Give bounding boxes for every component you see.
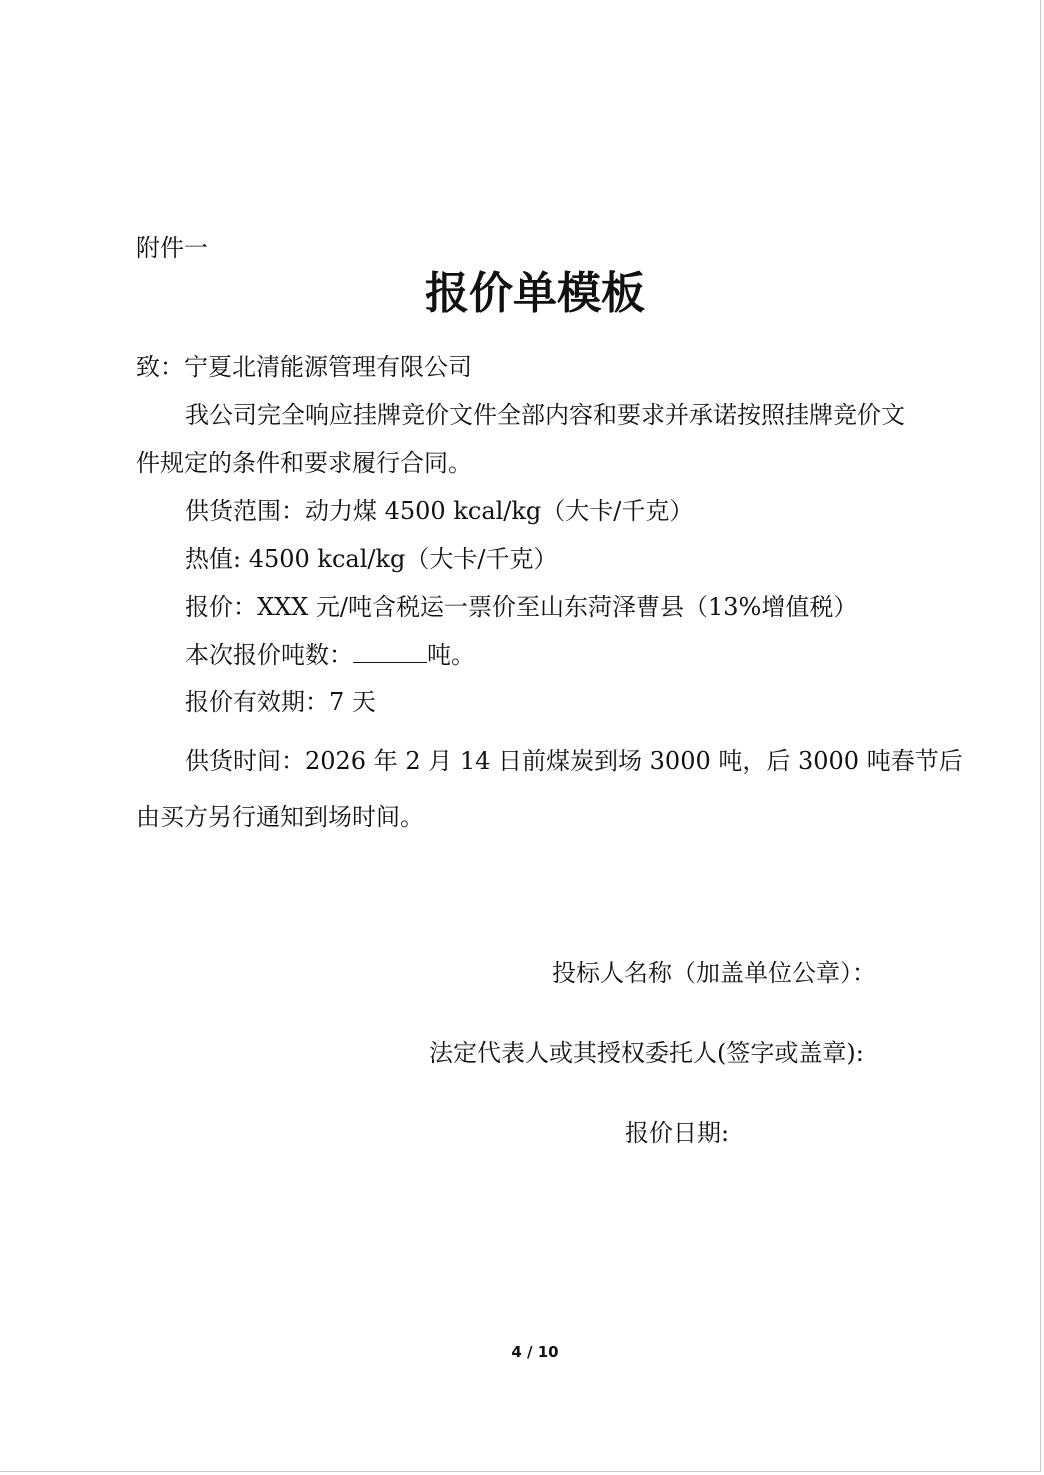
tonnage-blank[interactable] <box>353 640 427 663</box>
addressee-line: 致：宁夏北清能源管理有限公司 <box>136 353 472 381</box>
delivery-line-1: 供货时间：2026 年 2 月 14 日前煤炭到场 3000 吨，后 3000 吨春节后 <box>185 747 963 775</box>
validity-line: 报价有效期：7 天 <box>185 688 376 716</box>
calorific-value-line: 热值: 4500 kcal/kg（大卡/千克） <box>185 545 558 573</box>
intro-line-1: 我公司完全响应挂牌竞价文件全部内容和要求并承诺按照挂牌竞价文 <box>185 401 905 429</box>
price-line: 报价：XXX 元/吨含税运一票价至山东菏泽曹县（13%增值税） <box>185 593 858 621</box>
tonnage-label: 本次报价吨数： <box>185 641 353 669</box>
tonnage-line <box>185 640 475 670</box>
legal-representative-line: 法定代表人或其授权委托人(签字或盖章): <box>429 1039 864 1067</box>
delivery-line-2: 由买方另行通知到场时间。 <box>136 803 424 831</box>
quote-date-line: 报价日期: <box>625 1119 730 1147</box>
supply-scope-line: 供货范围：动力煤 4500 kcal/kg（大卡/千克） <box>185 497 694 525</box>
tonnage-unit: 吨。 <box>427 641 475 669</box>
bidder-name-line: 投标人名称（加盖单位公章）： <box>552 959 876 987</box>
page-number: 4 / 10 <box>511 1343 559 1361</box>
attachment-label: 附件一 <box>136 234 208 262</box>
intro-line-2: 件规定的条件和要求履行合同。 <box>136 449 472 477</box>
document-title: 报价单模板 <box>425 268 645 319</box>
